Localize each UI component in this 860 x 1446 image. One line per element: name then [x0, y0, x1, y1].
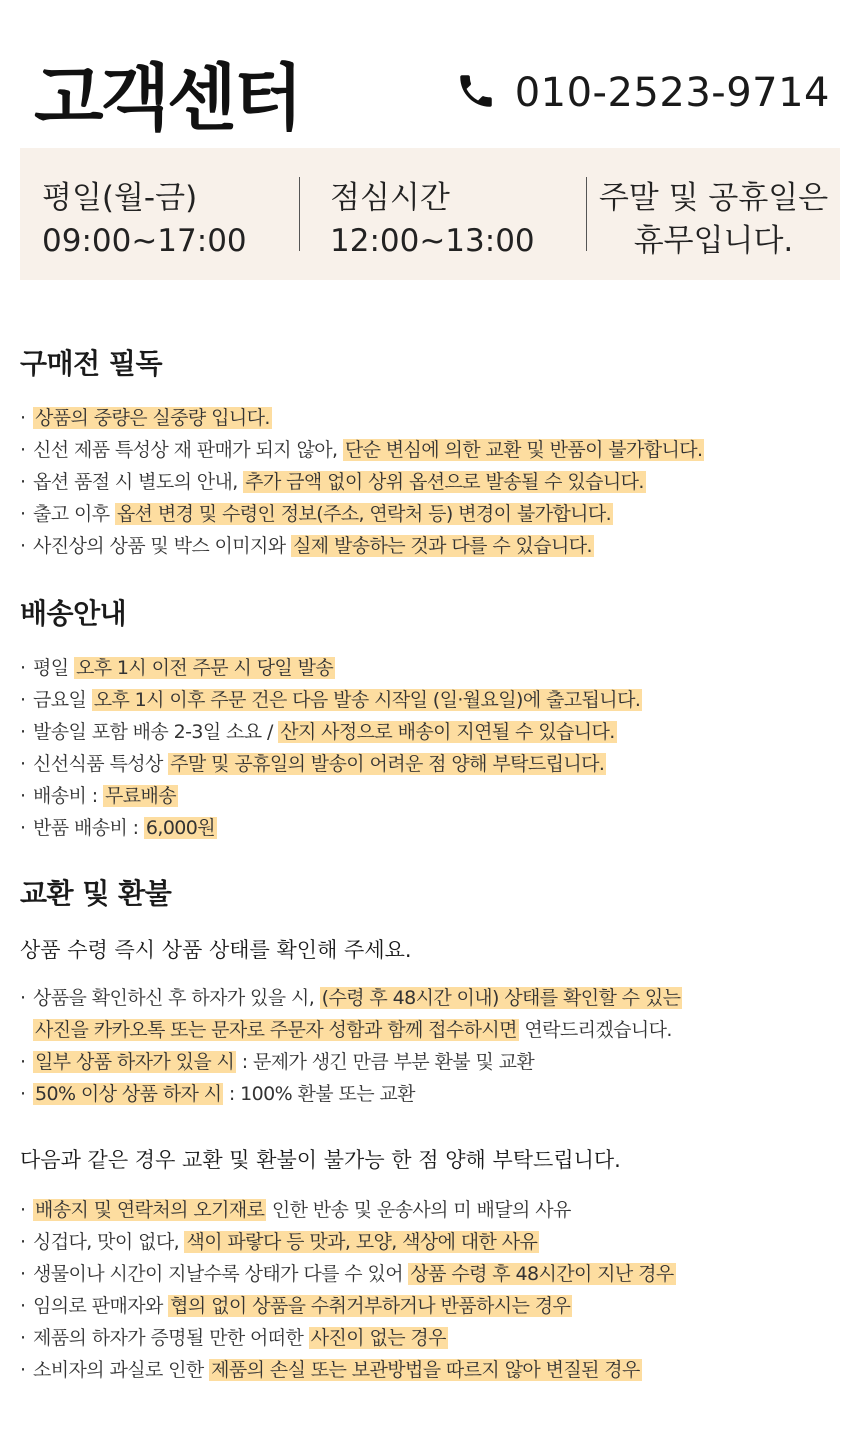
weekday-label: 평일(월-금) [42, 180, 198, 216]
list-item: · 상품을 확인하신 후 하자가 있을 시, (수령 후 48시간 이내) 상태를 확인할 수 있는 [20, 987, 681, 1009]
page-title: 고객센터 [34, 56, 301, 140]
list-item: · 출고 이후 옵션 변경 및 수령인 정보(주소, 연락처 등) 변경이 불가합니다. [20, 503, 612, 525]
list-item: · 옵션 품절 시 별도의 안내, 추가 금액 없이 상위 옵션으로 발송될 수 있습니다. [20, 471, 644, 493]
non-refundable-list [20, 1194, 840, 1386]
list-item: · 신선 제품 특성상 재 판매가 되지 않아, 단순 변심에 의한 교환 및 반품이 불가합니다. [20, 439, 703, 461]
purchase-notice-list [20, 402, 840, 562]
list-item: · 반품 배송비 : 6,000원 [20, 817, 216, 839]
list-item: · 발송일 포함 배송 2-3일 소요 / 산지 사정으로 배송이 지연될 수 있습니다. [20, 721, 615, 743]
list-item: · 상품의 중량은 실중량 입니다. [20, 407, 270, 429]
section-title: 배송안내 [20, 597, 127, 630]
phone-contact[interactable] [455, 70, 830, 116]
list-item: · 제품의 하자가 증명될 만한 어떠한 사진이 없는 경우 [20, 1327, 446, 1349]
holiday-line-2: 휴무입니다. [633, 223, 794, 259]
lunch-hours [300, 177, 586, 259]
inspection-notice: 상품 수령 즉시 상품 상태를 확인해 주세요. [20, 938, 412, 962]
non-refundable-notice: 다음과 같은 경우 교환 및 환불이 불가능 한 점 양해 부탁드립니다. [20, 1148, 621, 1172]
holiday-notice [587, 177, 840, 259]
weekday-hours [20, 177, 299, 259]
list-item: · 평일 오후 1시 이전 주문 시 당일 발송 [20, 657, 334, 679]
inspection-list [20, 982, 840, 1046]
list-item: · 임의로 판매자와 협의 없이 상품을 수취거부하거나 반품하시는 경우 [20, 1295, 571, 1317]
business-hours-box [20, 148, 840, 280]
list-item: · 사진상의 상품 및 박스 이미지와 실제 발송하는 것과 다를 수 있습니다. [20, 535, 592, 557]
lunch-time: 12:00~13:00 [330, 223, 535, 259]
list-item: · 일부 상품 하자가 있을 시 : 문제가 생긴 만큼 부분 환불 및 교환 [20, 1051, 535, 1073]
purchase-notice-section [20, 342, 840, 562]
defect-list [20, 1046, 840, 1110]
shipping-info-list [20, 652, 840, 844]
shipping-info-section [20, 592, 840, 844]
list-item: · 소비자의 과실로 인한 제품의 손실 또는 보관방법을 따르지 않아 변질된 경우 [20, 1359, 640, 1381]
phone-icon [455, 70, 497, 116]
lunch-label: 점심시간 [330, 180, 450, 216]
list-item: · 배송지 및 연락처의 오기재로 인한 반송 및 운송사의 미 배달의 사유 [20, 1199, 571, 1221]
section-title: 교환 및 환불 [20, 877, 172, 910]
list-item: · 배송비 : 무료배송 [20, 785, 176, 807]
phone-number[interactable]: 010-2523-9714 [514, 70, 830, 116]
list-item: · 금요일 오후 1시 이후 주문 건은 다음 발송 시작일 (일·월요일)에 출고됩니다. [20, 689, 641, 711]
weekday-time: 09:00~17:00 [42, 223, 247, 259]
list-item: · 생물이나 시간이 지날수록 상태가 다를 수 있어 상품 수령 후 48시간이 지난 경우 [20, 1263, 674, 1285]
list-item: · 싱겁다, 맛이 없다, 색이 파랗다 등 맛과, 모양, 색상에 대한 사유 [20, 1231, 538, 1253]
holiday-line-1: 주말 및 공휴일은 [598, 180, 829, 216]
list-item: 사진을 카카오톡 또는 문자로 주문자 성함과 함께 접수하시면 연락드리겠습니다. [35, 1019, 672, 1041]
list-item: · 50% 이상 상품 하자 시 : 100% 환불 또는 교환 [20, 1083, 415, 1105]
exchange-refund-section [20, 872, 840, 1386]
section-title: 구매전 필독 [20, 347, 162, 380]
list-item: · 신선식품 특성상 주말 및 공휴일의 발송이 어려운 점 양해 부탁드립니다. [20, 753, 605, 775]
